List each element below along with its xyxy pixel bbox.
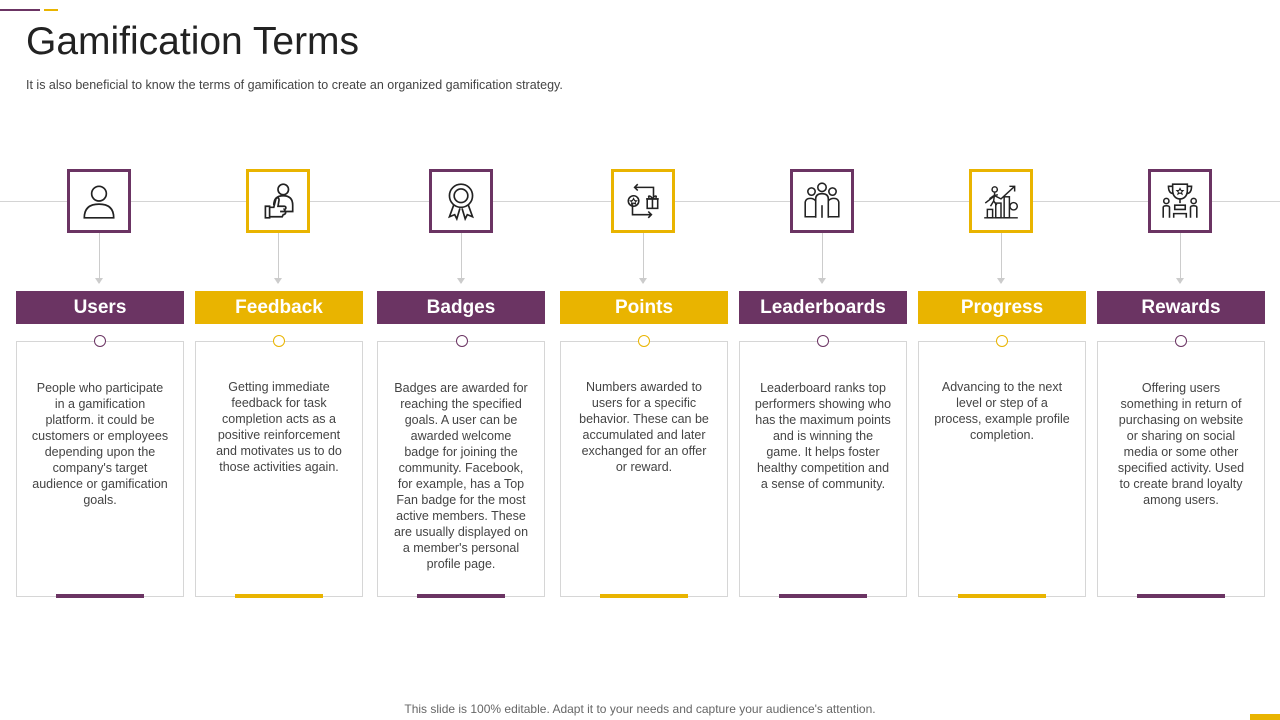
arrow-down-icon: [1176, 278, 1184, 284]
term-card-rewards: [1097, 0, 1265, 720]
timeline-dot: [456, 335, 468, 347]
timeline-dot: [817, 335, 829, 347]
term-card-body: [195, 341, 363, 597]
connector-line: [1180, 233, 1181, 283]
connector-line: [278, 233, 279, 283]
points-exchange-icon: [611, 169, 675, 233]
arrow-down-icon: [818, 278, 826, 284]
arrow-down-icon: [997, 278, 1005, 284]
card-underline: [417, 594, 505, 598]
footer-note: This slide is 100% editable. Adapt it to your needs and capture your audience's attention.: [404, 702, 876, 716]
term-card-body: [377, 341, 545, 597]
arrow-down-icon: [95, 278, 103, 284]
timeline-dot: [273, 335, 285, 347]
page-title: Gamification Terms: [26, 20, 360, 63]
term-header: Points: [560, 291, 728, 324]
award-badge-icon: [429, 169, 493, 233]
page-subtitle: It is also beneficial to know the terms of gamification to create an organized gamification strategy.: [26, 78, 563, 92]
term-header: Feedback: [195, 291, 363, 324]
trophy-icon: [1148, 169, 1212, 233]
connector-line: [1001, 233, 1002, 283]
timeline-dot: [638, 335, 650, 347]
connector-line: [822, 233, 823, 283]
term-description: Badges are awarded for reaching the specified goals. A user can be awarded welcome badge for joining the community. Facebook, for example, has a Top Fan badge for the most active members. These are usually displayed on a member's personal profile page.: [393, 381, 529, 571]
term-header: Users: [16, 291, 184, 324]
term-card-body: [918, 341, 1086, 597]
term-card-body: [1097, 341, 1265, 597]
timeline-dot: [94, 335, 106, 347]
term-description: Offering users something in return of purchasing on website or sharing on social media or some other specified activity. Used to create brand loyalty among users.: [1117, 381, 1245, 507]
term-header: Badges: [377, 291, 545, 324]
progress-chart-icon: [969, 169, 1033, 233]
timeline-dot: [1175, 335, 1187, 347]
card-underline: [600, 594, 688, 598]
term-card-progress: [918, 0, 1086, 720]
card-underline: [1137, 594, 1225, 598]
timeline-dot: [996, 335, 1008, 347]
card-underline: [958, 594, 1046, 598]
user-icon: [67, 169, 131, 233]
card-underline: [779, 594, 867, 598]
card-underline: [235, 594, 323, 598]
term-card-body: [739, 341, 907, 597]
group-icon: [790, 169, 854, 233]
term-header: Rewards: [1097, 291, 1265, 324]
term-card-leaderboards: [739, 0, 907, 720]
connector-line: [643, 233, 644, 283]
term-description: Numbers awarded to users for a specific behavior. These can be accumulated and later exchanged for an offer or reward.: [579, 380, 709, 474]
connector-line: [99, 233, 100, 283]
arrow-down-icon: [639, 278, 647, 284]
arrow-down-icon: [457, 278, 465, 284]
term-header: Progress: [918, 291, 1086, 324]
term-card-feedback: [195, 0, 363, 720]
term-description: People who participate in a gamification platform. it could be customers or employees depending upon the company's target audience or gamification goals.: [31, 381, 169, 507]
thumbs-up-person-icon: [246, 169, 310, 233]
term-card-points: [560, 0, 728, 720]
connector-line: [461, 233, 462, 283]
term-card-users: [16, 0, 184, 720]
term-header: Leaderboards: [739, 291, 907, 324]
card-underline: [56, 594, 144, 598]
term-card-body: [16, 341, 184, 597]
corner-accent-bar: [1250, 714, 1280, 720]
term-card-badges: [377, 0, 545, 720]
term-description: Getting immediate feedback for task completion acts as a positive reinforcement and motivates us to do those activities again.: [216, 380, 342, 474]
arrow-down-icon: [274, 278, 282, 284]
term-description: Advancing to the next level or step of a process, example profile completion.: [934, 380, 1070, 442]
term-description: Leaderboard ranks top performers showing who has the maximum points and is winning the game. It helps foster healthy competition and a sense of community.: [754, 381, 892, 491]
term-card-body: [560, 341, 728, 597]
